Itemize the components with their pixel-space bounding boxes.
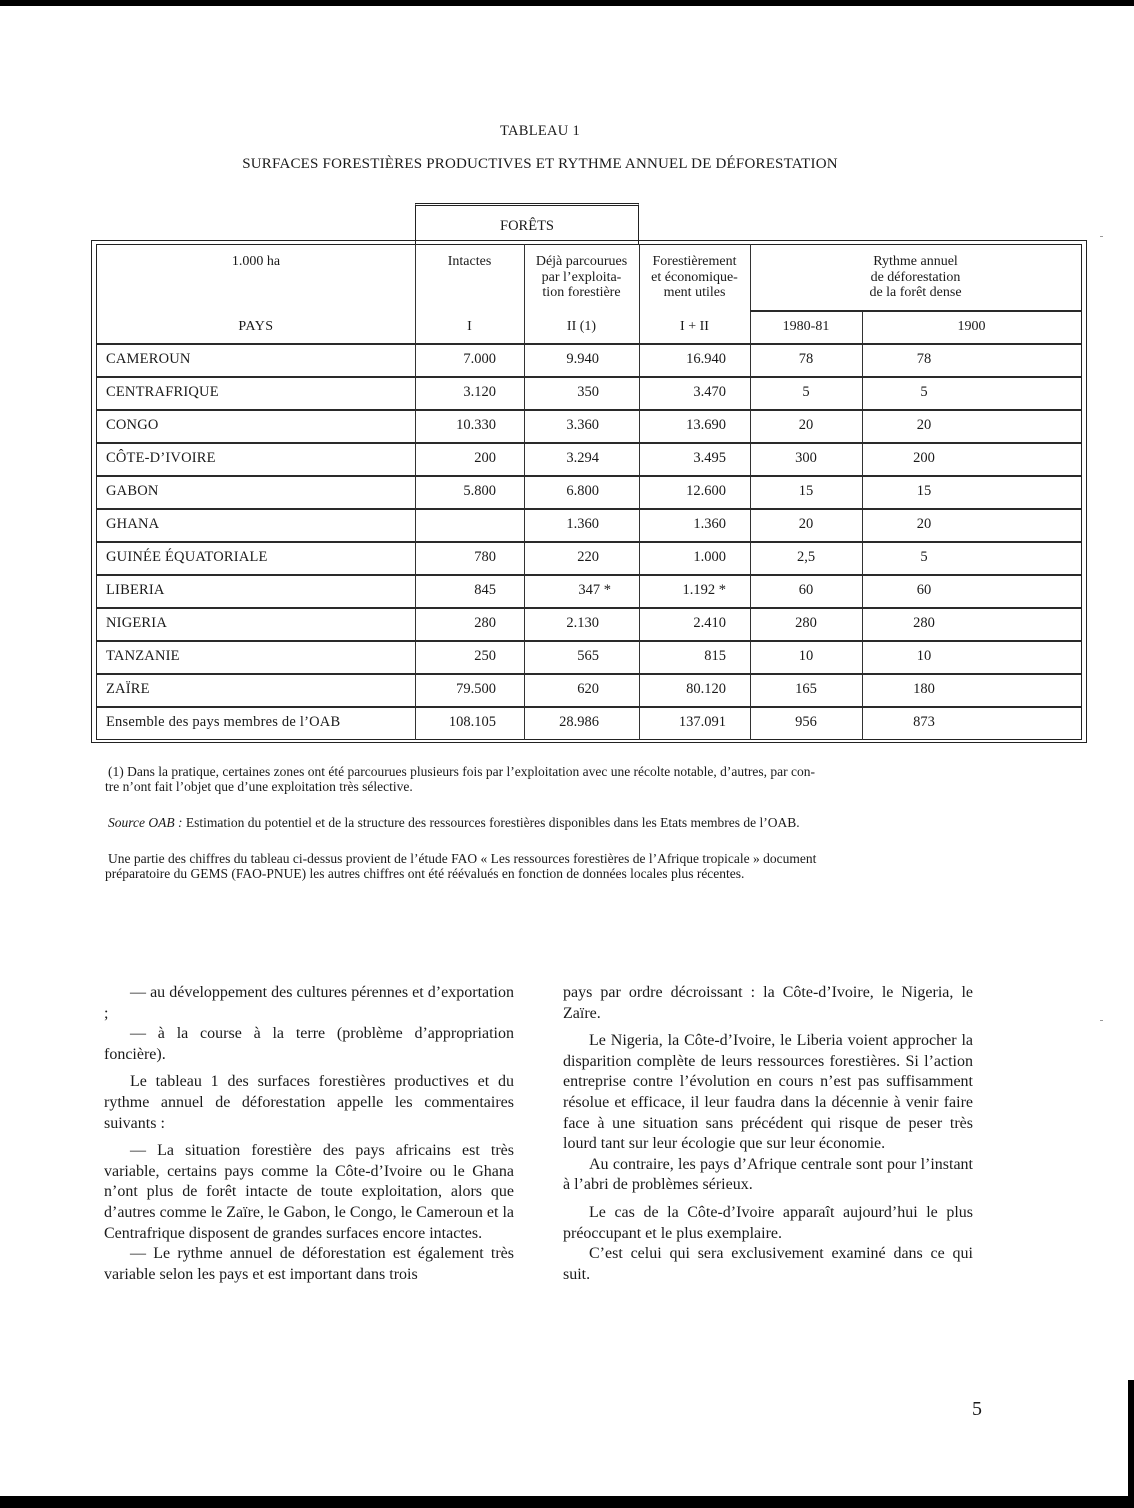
cell-intactes: 79.500 <box>456 681 496 697</box>
cell-rate-1980: 2,5 <box>796 549 816 565</box>
cell-parcourues: 3.294 <box>566 450 599 466</box>
body-column-left <box>104 983 514 1285</box>
cell-rate-1980: 15 <box>798 483 814 499</box>
cell-parcourues: 2.130 <box>566 615 599 631</box>
source-label: Source OAB : <box>108 815 183 830</box>
page-number: 5 <box>972 1398 982 1420</box>
cell-rate-1900: 200 <box>913 450 935 466</box>
cell-parcourues: 565 <box>577 648 599 664</box>
row-divider <box>97 508 1081 510</box>
cell-pays: CONGO <box>106 417 159 433</box>
cell-rate-1900: 5 <box>920 549 928 565</box>
row-divider <box>97 475 1081 477</box>
source-note <box>108 815 988 830</box>
cell-rate-1900: 60 <box>916 582 932 598</box>
cell-intactes: 108.105 <box>448 714 496 730</box>
cell-rate-1980: 165 <box>795 681 817 697</box>
cell-utiles: 13.690 <box>686 417 726 433</box>
cell-utiles: 3.470 <box>693 384 726 400</box>
cell-intactes: 280 <box>474 615 496 631</box>
column-code-utiles: I + II <box>680 319 709 334</box>
row-divider <box>97 706 1081 708</box>
cell-intactes: 845 <box>474 582 496 598</box>
cell-parcourues: 1.360 <box>566 516 599 532</box>
cell-intactes: 3.120 <box>463 384 496 400</box>
paragraph: Le tableau 1 des surfaces forestières productives et du rythme annuel de déforestation appelle les commentaires suivants : <box>104 1073 514 1132</box>
cell-rate-1980: 10 <box>798 648 814 664</box>
row-divider <box>97 343 1081 345</box>
paragraph: C’est celui qui sera exclusivement examiné dans ce qui suit. <box>563 1245 973 1283</box>
row-divider <box>97 640 1081 642</box>
body-column-right <box>563 983 973 1285</box>
paragraph: — La situation forestière des pays africains est très variable, certains pays comme la Côte-d’Ivoire ou le Ghana n’ont plus de forêt intacte de toute exploitation, alors que d’autres comme le Zaïre, le Gabon, le Congo, le Cameroun et la Centrafrique disposent de grandes surfaces encore intactes. <box>104 1142 514 1242</box>
cell-parcourues: 9.940 <box>566 351 599 367</box>
cell-utiles: 1.360 <box>693 516 726 532</box>
paragraph: — Le rythme annuel de déforestation est également très variable selon les pays et est important dans trois <box>104 1245 514 1283</box>
row-divider <box>97 376 1081 378</box>
cell-intactes: 7.000 <box>463 351 496 367</box>
cell-utiles: 3.495 <box>693 450 726 466</box>
row-divider <box>97 574 1081 576</box>
column-year-1900: 1900 <box>957 319 986 334</box>
paragraph: pays par ordre décroissant : la Côte-d’Ivoire, le Nigeria, le Zaïre. <box>563 984 973 1022</box>
row-divider <box>97 442 1081 444</box>
cell-parcourues: 3.360 <box>566 417 599 433</box>
cell-pays: ZAÏRE <box>106 681 150 697</box>
cell-pays: GABON <box>106 483 159 499</box>
cell-rate-1980: 60 <box>798 582 814 598</box>
column-header-rate: Rythme annuel de déforestation de la forêt dense <box>869 254 962 300</box>
row-divider <box>97 673 1081 675</box>
paragraph: Le Nigeria, la Côte-d’Ivoire, le Liberia voient approcher la disparition complète de leurs ressources forestières. Si l’action entreprise contre l’évolution en cours n’est pas suffisamment résolue et efficace, il leur faudra dans la décennie à venir faire face à une situation sans précédent qui risque de peser très lourd tant sur leur écologie que sur leur économie. <box>563 1032 973 1153</box>
cell-intactes: 10.330 <box>456 417 496 433</box>
cell-pays: NIGERIA <box>106 615 168 631</box>
cell-intactes: 200 <box>474 450 496 466</box>
rate-subheader-line <box>750 310 1081 312</box>
paragraph: Au contraire, les pays d’Afrique centrale sont pour l’instant à l’abri de problèmes sérieux. <box>563 1155 973 1194</box>
column-code-parcourues: II (1) <box>566 319 597 334</box>
cell-utiles: 1.000 <box>693 549 726 565</box>
cell-intactes: 780 <box>474 549 496 565</box>
cell-rate-1980: 300 <box>795 450 817 466</box>
cell-utiles: 137.091 <box>678 714 726 730</box>
scan-speck <box>1100 1020 1103 1021</box>
cell-rate-1900: 180 <box>913 681 935 697</box>
cell-utiles: 1.192 * <box>682 582 726 598</box>
cell-pays: CÔTE-D’IVOIRE <box>106 450 216 466</box>
cell-rate-1900: 78 <box>916 351 932 367</box>
column-header-parcourues: Déjà parcourues par l’exploita- tion forestière <box>535 254 628 300</box>
paragraph: — à la course à la terre (problème d’appropriation foncière). <box>104 1025 514 1063</box>
forets-group-header <box>415 203 639 244</box>
cell-pays: CENTRAFRIQUE <box>106 384 219 400</box>
source-text: Estimation du potentiel et de la structure des ressources forestières disponibles dans les Etats membres de l’OAB. <box>182 815 800 830</box>
forets-label: FORÊTS <box>500 218 554 234</box>
scan-border-top <box>0 0 1134 6</box>
fao-note: Une partie des chiffres du tableau ci-dessus provient de l’étude FAO « Les ressources forestières de l’Afrique tropicale » document préparatoire du GEMS (FAO-PNUE) les autres chiffres ont été réévalués en fonction de données locales plus récentes. <box>105 851 817 881</box>
table-number: TABLEAU 1 <box>499 123 581 139</box>
cell-parcourues: 620 <box>577 681 599 697</box>
cell-parcourues: 28.986 <box>559 714 599 730</box>
table-title: SURFACES FORESTIÈRES PRODUCTIVES ET RYTHME ANNUEL DE DÉFORESTATION <box>242 156 838 172</box>
cell-pays: GUINÉE ÉQUATORIALE <box>106 549 268 565</box>
cell-utiles: 80.120 <box>686 681 726 697</box>
cell-parcourues: 220 <box>577 549 599 565</box>
cell-rate-1900: 20 <box>916 417 932 433</box>
cell-rate-1900: 15 <box>916 483 932 499</box>
paragraph: — au développement des cultures pérennes et d’exportation ; <box>104 984 514 1022</box>
cell-utiles: 815 <box>704 648 726 664</box>
cell-utiles: 12.600 <box>686 483 726 499</box>
cell-rate-1980: 20 <box>798 516 814 532</box>
cell-pays: TANZANIE <box>106 648 180 664</box>
unit-label: 1.000 ha <box>231 254 281 269</box>
cell-rate-1980: 5 <box>802 384 810 400</box>
cell-pays: Ensemble des pays membres de l’OAB <box>106 714 341 730</box>
cell-parcourues: 6.800 <box>566 483 599 499</box>
cell-rate-1980: 956 <box>795 714 817 730</box>
row-divider <box>97 541 1081 543</box>
cell-rate-1900: 20 <box>916 516 932 532</box>
scan-border-bottom <box>0 1496 1134 1508</box>
row-divider <box>97 607 1081 609</box>
country-header: PAYS <box>238 319 274 334</box>
cell-rate-1900: 10 <box>916 648 932 664</box>
cell-intactes: 250 <box>474 648 496 664</box>
scan-speck <box>1100 236 1103 237</box>
cell-rate-1900: 280 <box>913 615 935 631</box>
cell-rate-1980: 20 <box>798 417 814 433</box>
column-header-utiles: Forestièrement et économique- ment utiles <box>651 254 738 300</box>
cell-rate-1900: 5 <box>920 384 928 400</box>
footnote: (1) Dans la pratique, certaines zones ont été parcourues plusieurs fois par l’exploitation avec une récolte notable, d’autres, par con- tre n’ont fait l’objet que d’une exploitation très sélective. <box>105 764 815 794</box>
cell-rate-1900: 873 <box>913 714 935 730</box>
column-code-intactes: I <box>467 319 472 334</box>
cell-parcourues: 350 <box>577 384 599 400</box>
cell-rate-1980: 280 <box>795 615 817 631</box>
cell-pays: CAMEROUN <box>106 351 191 367</box>
cell-pays: LIBERIA <box>106 582 165 598</box>
row-divider <box>97 409 1081 411</box>
cell-utiles: 2.410 <box>693 615 726 631</box>
cell-intactes: 5.800 <box>463 483 496 499</box>
column-header-intactes: Intactes <box>447 254 492 269</box>
cell-pays: GHANA <box>106 516 160 532</box>
column-year-1980: 1980-81 <box>782 319 830 334</box>
cell-utiles: 16.940 <box>686 351 726 367</box>
cell-parcourues: 347 * <box>578 582 611 598</box>
scan-border-right <box>1128 1380 1134 1508</box>
cell-rate-1980: 78 <box>798 351 814 367</box>
paragraph: Le cas de la Côte-d’Ivoire apparaît aujourd’hui le plus préoccupant et le plus exemplaire. <box>563 1203 973 1242</box>
